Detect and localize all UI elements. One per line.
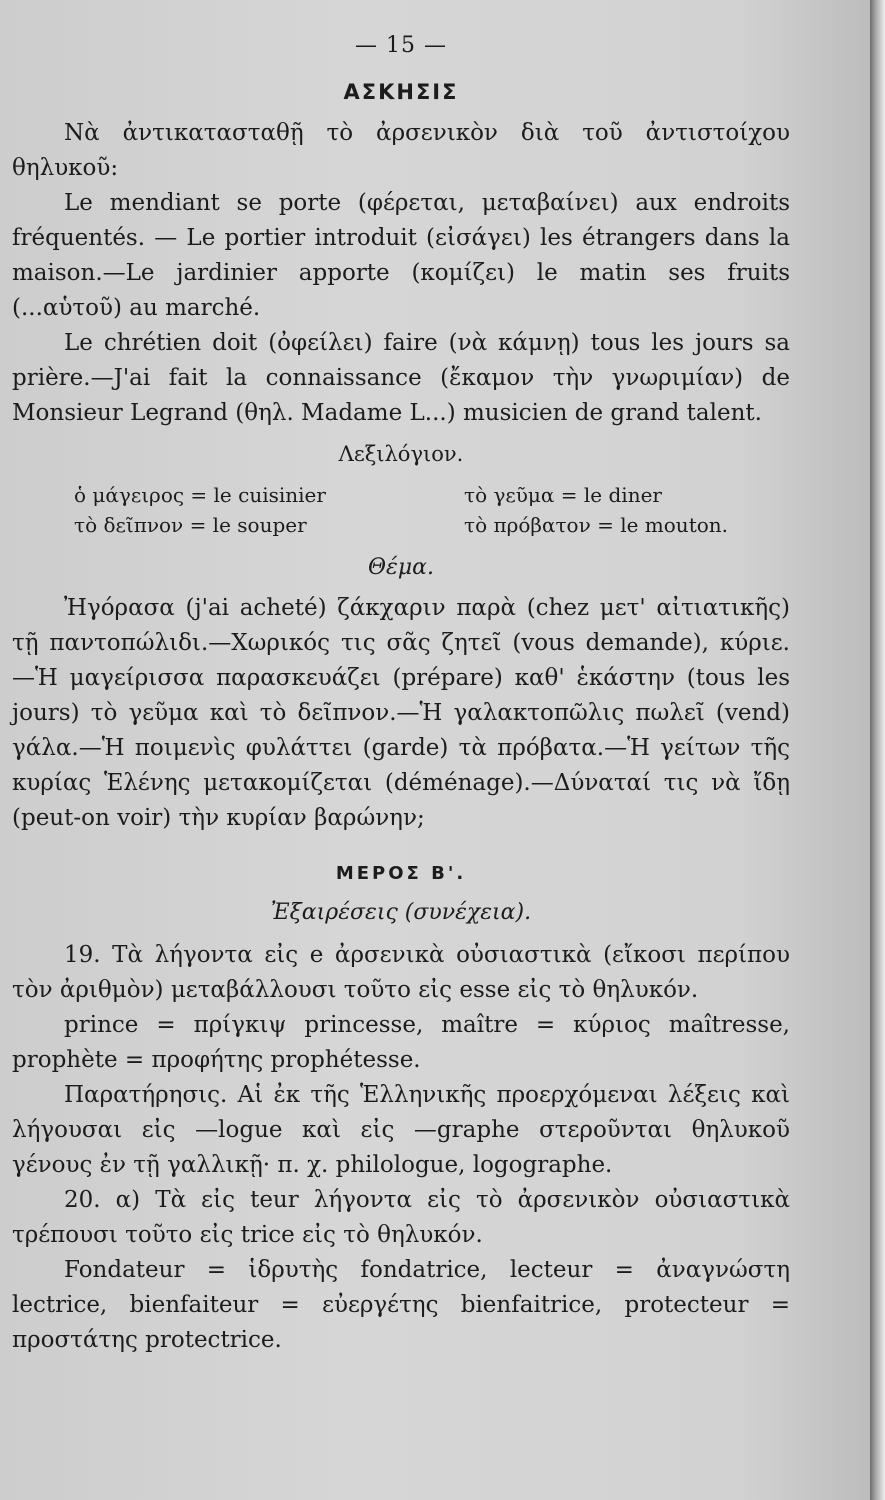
exercise-paragraph: Le mendiant se porte (φέρεται, μεταβαίνει) aux endroits fréquentés. — Le portier introduit (εἰσάγει) les étrangers dans la maison.—Le jardinier apporte (κομίζει) le matin ses fruits (...αὑτοῦ) au marché. bbox=[12, 190, 790, 321]
section-heading: Ἐξαιρέσεις (συνέχεια). bbox=[270, 900, 532, 925]
exercise-title: ΑΣΚΗΣΙΣ bbox=[343, 80, 459, 104]
part-heading: ΜΕΡΟΣ Β'. bbox=[335, 863, 467, 884]
vocab-entry: ὁ μάγειρος = le cuisinier bbox=[74, 483, 326, 507]
example-paragraph: prince = πρίγκιψ princesse, maître = κύριος maîtresse, prophète = προφήτης prophétesse. bbox=[12, 1012, 790, 1073]
theme-text: Ἠγόρασα (j'ai acheté) ζάκχαριν παρὰ (chez μετ' αἰτιατικῆς) τῇ παντοπώλιδι.—Χωρικός τις σᾶς ζητεῖ (vous demande), κύριε. —Ἡ μαγείρισσα παρασκευάζει (prépare) καθ' ἑκάστην (tous les jours) τὸ γεῦμα καὶ τὸ δεῖπνον.—Ἡ γαλακτοπῶλις πωλεῖ (vend) γάλα.—Ἡ ποιμενὶς φυλάττει (garde) τὰ πρόβατα.—Ἡ γείτων τῆς κυρίας Ἑλένης μετακομίζεται (déménage).—Δύναταί τις νὰ ἴδῃ (peut-on voir) τὴν κυρίαν βαρώνην; bbox=[12, 595, 790, 831]
vocab-entry: τὸ δεῖπνον = le souper bbox=[74, 513, 307, 537]
rule-paragraph: 19. Τὰ λήγοντα εἰς e ἀρσενικὰ οὐσιαστικὰ (εἴκοσι περίπου τὸν ἀριθμὸν) μεταβάλλουσι τοῦτο εἰς esse εἰς τὸ θηλυκόν. bbox=[12, 942, 790, 1003]
page-edge bbox=[870, 0, 885, 1500]
vocab-entry: τὸ πρόβατον = le mouton. bbox=[464, 513, 729, 537]
page-number: — 15 — bbox=[355, 33, 447, 58]
vocabulary-heading: Λεξιλόγιον. bbox=[338, 442, 464, 466]
example-paragraph: Fondateur = ἱδρυτὴς fondatrice, lecteur = ἀναγνώστη lectrice, bienfaiteur = εὐεργέτης bienfaitrice, protecteur = προστάτης protectrice. bbox=[12, 1257, 790, 1353]
rule-paragraph: 20. α) Τὰ εἰς teur λήγοντα εἰς τὸ ἀρσενικὸν οὐσιαστικὰ τρέπουσι τοῦτο εἰς trice εἰς τὸ θηλυκόν. bbox=[12, 1187, 790, 1248]
vocabulary-list bbox=[74, 480, 790, 540]
exercise-paragraph: Le chrétien doit (ὀφείλει) faire (νὰ κάμνῃ) tous les jours sa prière.—J'ai fait la connaissance (ἔκαμον τὴν γνωριμίαν) de Monsieur Legrand (θηλ. Madame L...) musicien de grand talent. bbox=[12, 330, 790, 426]
page-content bbox=[12, 28, 790, 1358]
remark-paragraph: Παρατήρησις. Αἱ ἐκ τῆς Ἑλληνικῆς προερχόμεναι λέξεις καὶ λήγουσαι εἰς —logue καὶ εἰς —graphe στεροῦνται θηλυκοῦ γένους ἐν τῇ γαλλικῇ· π. χ. philologue, logographe. bbox=[12, 1082, 790, 1178]
theme-heading: Θέμα. bbox=[368, 555, 434, 580]
exercise-instruction: Νὰ ἀντικατασταθῇ τὸ ἀρσενικὸν διὰ τοῦ ἀντιστοίχου θηλυκοῦ: bbox=[12, 120, 790, 181]
vocab-entry: τὸ γεῦμα = le diner bbox=[464, 483, 662, 507]
